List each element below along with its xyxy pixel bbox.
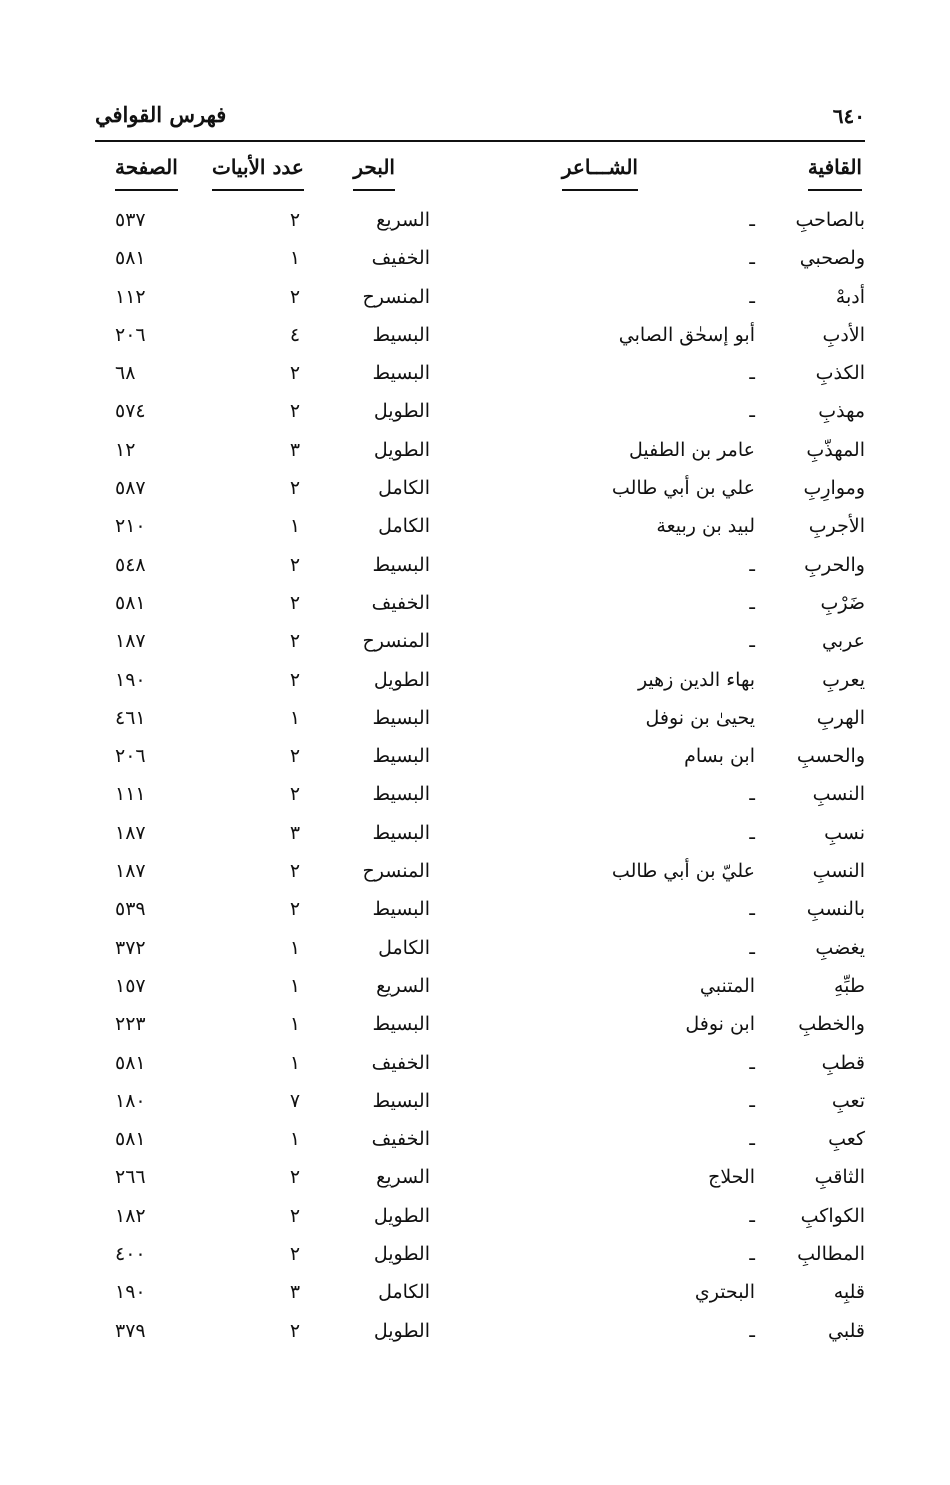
poet-cell: ـ [749,400,755,423]
table-row [95,1052,865,1090]
page-number-cell: ١٨٠ [115,1089,146,1112]
meter-cell: البسيط [372,362,430,385]
rhyme-cell: يغضبِ [815,936,865,959]
table-row [95,1013,865,1051]
verse-count-cell: ٢ [289,477,301,500]
poet-cell: ـ [749,821,755,844]
page-number-cell: ٤٠٠ [115,1243,146,1266]
rhyme-cell: طبِّهِ [833,974,865,997]
page-number-cell: ٥٧٤ [115,400,146,423]
rhyme-cell: الهربِ [816,706,865,729]
column-header-verses: عدد الأبيات [212,155,304,191]
column-header-page: الصفحة [115,155,178,191]
rhyme-cell: نسبِ [824,821,865,844]
meter-cell: البسيط [372,323,430,346]
verse-count-cell: ٤ [289,323,301,346]
poet-cell: ـ [749,362,755,385]
page-number-cell: ٥٣٩ [115,898,146,921]
page-number-cell: ١٨٢ [115,1204,146,1227]
poet-cell: عامر بن الطفيل [628,438,755,461]
verse-count-cell: ٢ [289,362,301,385]
rhyme-cell: والخطبِ [798,1013,865,1036]
verse-count-cell: ٣ [289,438,301,461]
table-row [95,1090,865,1128]
rhyme-cell: بالنسبِ [806,898,865,921]
running-title: فهرس القوافي [95,102,227,127]
table-row [95,669,865,707]
table-row [95,515,865,553]
meter-cell: الكامل [378,1281,430,1304]
page-number-cell: ٥٣٧ [115,209,146,231]
rhyme-cell: بالصاحبِ [795,209,865,231]
table-row [95,247,865,285]
rhyme-cell: والحسبِ [796,745,865,768]
meter-cell: الطويل [373,1319,430,1342]
table-row [95,400,865,438]
meter-cell: البسيط [372,783,430,806]
poet-cell: بهاء الدين زهير [637,668,755,691]
table-row [95,822,865,860]
poet-cell: ـ [749,936,755,959]
meter-cell: الخفيف [371,1128,430,1151]
rhyme-cell: ضَرْبِ [820,591,865,614]
meter-cell: البسيط [372,821,430,844]
table-row [95,707,865,745]
poet-cell: علي بن أبي طالب [611,477,755,500]
page-number-cell: ١٥٧ [115,974,146,997]
verse-count-cell: ٢ [289,1166,301,1189]
rhyme-cell: المهذّبِ [806,438,865,461]
column-header-rhyme: القافية [808,155,862,191]
table-row [95,975,865,1013]
page-number-cell: ٥٨٧ [115,477,146,500]
meter-cell: السريع [376,1166,430,1189]
table-row [95,324,865,362]
rhyme-cell: مهذبِ [818,400,865,423]
poet-cell: ـ [749,285,755,308]
table-row [95,554,865,592]
rhyme-cell: الكواكبِ [800,1204,865,1227]
poet-cell: لبيد بن ربيعة [656,515,755,538]
verse-count-cell: ٢ [289,898,301,921]
page-number-cell: ١٨٧ [115,630,146,653]
verse-count-cell: ٢ [289,209,301,231]
poet-cell: ـ [749,898,755,921]
table-row [95,937,865,975]
page-number-cell: ١٩٠ [115,1281,146,1304]
meter-cell: الطويل [373,438,430,461]
verse-count-cell: ١ [289,1013,301,1036]
page-number-cell: ٥٤٨ [115,553,146,576]
meter-cell: البسيط [372,706,430,729]
table-row [95,362,865,400]
meter-cell: الخفيف [371,591,430,614]
rhyme-cell: النسبِ [812,860,865,883]
meter-cell: الخفيف [371,247,430,270]
verse-count-cell: ٢ [289,400,301,423]
page-number-cell: ١٨٧ [115,860,146,883]
meter-cell: الكامل [378,515,430,538]
poet-cell: ـ [749,209,755,231]
rhyme-cell: عربي [822,630,865,653]
page-number-cell: ٢١٠ [115,515,146,538]
poet-cell: أبو إسحٰق الصابي [618,323,755,346]
rhyme-cell: المطالبِ [797,1243,865,1266]
verse-count-cell: ١ [289,1051,301,1074]
rhyme-cell: والحربِ [804,553,865,576]
page-number: ٦٤٠ [832,104,865,128]
table-row [95,1166,865,1204]
poet-cell: الحلاج [708,1166,755,1189]
poet-cell: ـ [749,1319,755,1342]
verse-count-cell: ١ [289,515,301,538]
rhyme-cell: الأجربِ [808,515,865,538]
meter-cell: السريع [376,209,430,231]
verse-count-cell: ٢ [289,1204,301,1227]
table-row [95,783,865,821]
table-row [95,630,865,668]
poet-cell: ابن نوفل [685,1013,755,1036]
meter-cell: الكامل [378,477,430,500]
poet-cell: ـ [749,1051,755,1074]
page-number-cell: ٥٨١ [115,1128,146,1151]
rhyme-cell: قلبِه [833,1281,865,1304]
page-number-cell: ٥٨١ [115,247,146,270]
verse-count-cell: ٢ [289,783,301,806]
rhyme-cell: الكذبِ [815,362,865,385]
poet-cell: ابن بسام [684,745,755,768]
page-number-cell: ١١١ [115,783,146,806]
rhyme-cell: ولصحبي [799,247,865,270]
poet-cell: ـ [749,553,755,576]
table-row [95,1281,865,1319]
meter-cell: الخفيف [371,1051,430,1074]
table-row [95,745,865,783]
poet-cell: البحتري [694,1281,755,1304]
poet-cell: ـ [749,247,755,270]
meter-cell: البسيط [372,553,430,576]
rhyme-cell: كعبِ [828,1128,865,1151]
rhyme-index-table [95,209,865,1358]
verse-count-cell: ١ [289,974,301,997]
column-header-poet: الشـــاعر [562,155,638,191]
verse-count-cell: ٢ [289,668,301,691]
page-number-cell: ٥٨١ [115,1051,146,1074]
page-number-cell: ٥٨١ [115,591,146,614]
verse-count-cell: ٢ [289,630,301,653]
meter-cell: السريع [376,974,430,997]
table-row [95,860,865,898]
meter-cell: الطويل [373,1243,430,1266]
verse-count-cell: ٢ [289,1243,301,1266]
poet-cell: ـ [749,591,755,614]
meter-cell: الكامل [378,936,430,959]
page-number-cell: ١٩٠ [115,668,146,691]
column-header-meter: البحر [353,155,395,191]
verse-count-cell: ١ [289,247,301,270]
verse-count-cell: ١ [289,1128,301,1151]
meter-cell: البسيط [372,1013,430,1036]
verse-count-cell: ٢ [289,285,301,308]
verse-count-cell: ٧ [289,1089,301,1112]
meter-cell: الطويل [373,400,430,423]
rhyme-cell: الثاقبِ [814,1166,865,1189]
verse-count-cell: ٣ [289,821,301,844]
poet-cell: ـ [749,1128,755,1151]
rhyme-cell: النسبِ [812,783,865,806]
rhyme-cell: تعبِ [831,1089,865,1112]
verse-count-cell: ٢ [289,745,301,768]
table-row [95,477,865,515]
meter-cell: البسيط [372,745,430,768]
page-number-cell: ٢٢٣ [115,1013,146,1036]
table-row [95,1320,865,1358]
rhyme-cell: يعربِ [822,668,865,691]
poet-cell: ـ [749,630,755,653]
verse-count-cell: ١ [289,936,301,959]
meter-cell: المنسرح [362,860,430,883]
poet-cell: عليّ بن أبي طالب [611,860,755,883]
page-number-cell: ٦٨ [115,362,136,385]
table-row [95,1205,865,1243]
poet-cell: ـ [749,1243,755,1266]
meter-cell: الطويل [373,668,430,691]
poet-cell: ـ [749,783,755,806]
rhyme-cell: قلبي [828,1319,865,1342]
table-row [95,592,865,630]
page-number-cell: ٢٦٦ [115,1166,146,1189]
poet-cell: ـ [749,1204,755,1227]
page-number-cell: ٤٦١ [115,706,146,729]
poet-cell: يحيىٰ بن نوفل [645,706,755,729]
table-row [95,209,865,247]
verse-count-cell: ١ [289,706,301,729]
verse-count-cell: ٢ [289,591,301,614]
meter-cell: المنسرح [362,285,430,308]
meter-cell: الطويل [373,1204,430,1227]
table-row [95,286,865,324]
page-number-cell: ١٨٧ [115,821,146,844]
table-row [95,439,865,477]
page-header [95,100,865,142]
page-number-cell: ٢٠٦ [115,745,146,768]
poet-cell: المتنبي [699,974,755,997]
verse-count-cell: ٣ [289,1281,301,1304]
table-row [95,1243,865,1281]
rhyme-cell: وموارِبِ [803,477,865,500]
verse-count-cell: ٢ [289,860,301,883]
verse-count-cell: ٢ [289,1319,301,1342]
rhyme-cell: الأدبِ [822,323,865,346]
page-number-cell: ٢٠٦ [115,323,146,346]
page-number-cell: ١١٢ [115,285,146,308]
rhyme-cell: قطبِ [821,1051,865,1074]
meter-cell: البسيط [372,1089,430,1112]
table-row [95,898,865,936]
meter-cell: المنسرح [362,630,430,653]
page-number-cell: ٣٧٢ [115,936,146,959]
verse-count-cell: ٢ [289,553,301,576]
poet-cell: ـ [749,1089,755,1112]
rhyme-cell: أدبهْ [835,285,865,308]
meter-cell: البسيط [372,898,430,921]
page-number-cell: ١٢ [115,438,136,461]
page-number-cell: ٣٧٩ [115,1319,146,1342]
table-row [95,1128,865,1166]
